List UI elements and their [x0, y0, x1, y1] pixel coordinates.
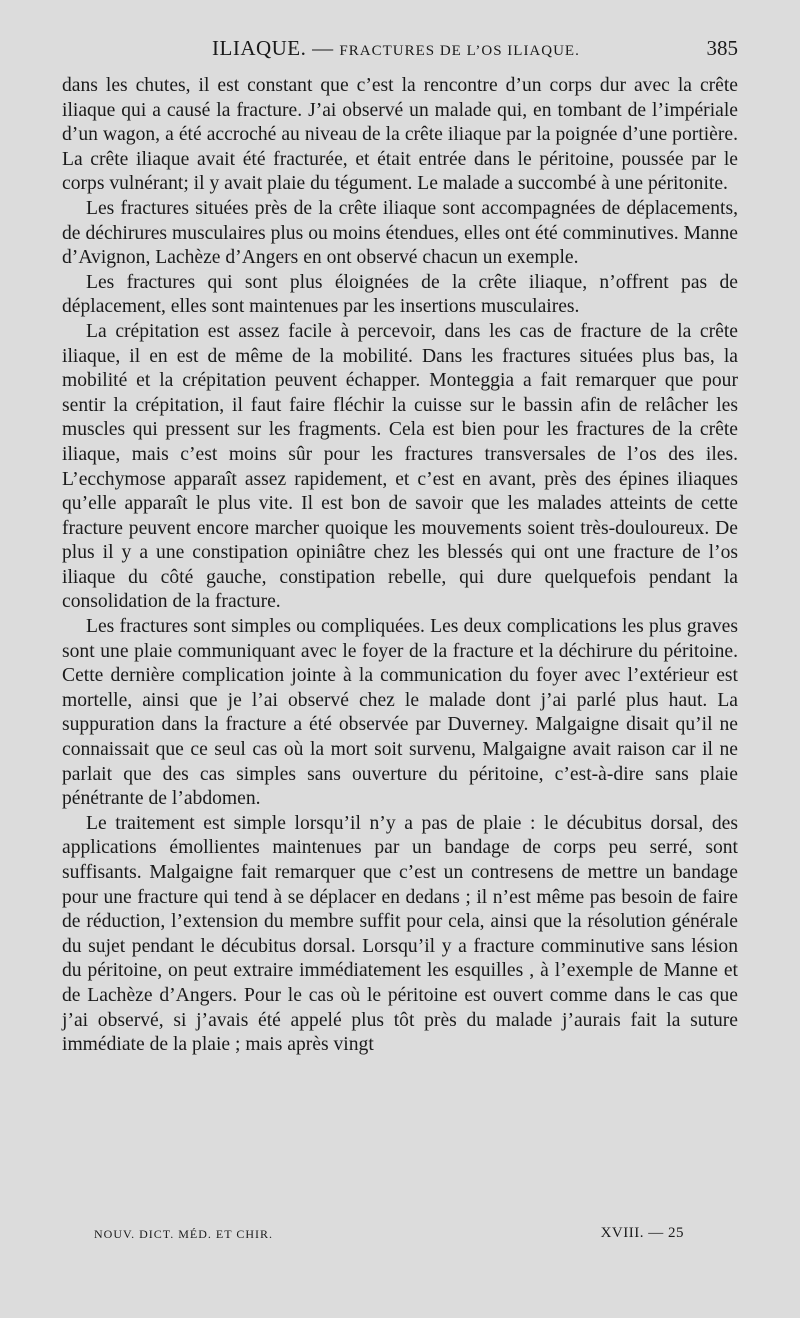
footer-signature: NOUV. DICT. MÉD. ET CHIR. — [94, 1227, 274, 1241]
paragraph: Les fractures situées près de la crête iliaque sont accompagnées de déplacements, de déchirures musculaires plus ou moins étendues, elles ont été comminutives. Manne d’Avignon, Lachèze d’Angers en ont observé chacun un exemple. — [62, 197, 738, 269]
text-body — [62, 74, 738, 1058]
running-header — [62, 36, 738, 66]
page-number: 385 — [706, 36, 738, 60]
paragraph: Le traitement est simple lorsqu’il n’y a pas de plaie : le décubitus dorsal, des applications émollientes maintenues par un bandage de corps peu serré, sont suffisants. Malgaigne fait remarquer que c’est un contresens de mettre un bandage pour une fracture qui tend à se déplacer en dedans ; il n’est même pas besoin de faire de réduction, l’extension du membre suffit pour cela, ainsi que la résolution générale du sujet pendant le décubitus dorsal. Lorsqu’il y a fracture comminutive sans lésion du péritoine, on peut extraire immédiatement les esquilles , à l’exemple de Manne et de Lachèze d’Angers. Pour le cas où le péritoine est ouvert comme dans le cas que j’ai observé, si j’avais été appelé plus tôt près du malade j’aurais fait la suture immédiate de la plaie ; mais après vingt — [62, 812, 738, 1056]
paragraph: Les fractures sont simples ou compliquées. Les deux complications les plus graves sont une plaie communiquant avec le foyer de la fracture et la déchirure du péritoine. Cette dernière complication jointe à la communication du foyer avec l’extérieur est mortelle, ainsi que je l’ai observé chez le malade dont j’ai parlé plus haut. La suppuration dans la fracture a été observée par Duverney. Malgaigne disait qu’il ne connaissait que ce seul cas où la mort soit survenu, Malgaigne avait raison car il ne parlait que des cas simples sans ouverture du péritoine, c’est-à-dire sans plaie pénétrante de l’abdomen. — [62, 616, 738, 810]
paragraph: dans les chutes, il est constant que c’est la rencontre d’un corps dur avec la crête iliaque qui a causé la fracture. J’ai observé un malade qui, en tombant de l’impériale d’un wagon, a été accroché au niveau de la crête iliaque par la poignée d’une portière. La crête iliaque avait été fracturée, et était entrée dans le péritoine, poussée par le corps vulnérant; il y avait plaie du tégument. Le malade a succombé à une péritonite. — [62, 75, 738, 195]
footer-volume-sheet: XVIII. — 25 — [600, 1225, 684, 1241]
page-footer — [94, 1225, 684, 1247]
paragraph: Les fractures qui sont plus éloignées de la crête iliaque, n’offrent pas de déplacement, elles sont maintenues par les insertions musculaires. — [62, 271, 738, 318]
header-subtitle: FRACTURES DE L’OS ILIAQUE. — [339, 43, 580, 59]
paragraph: La crépitation est assez facile à percevoir, dans les cas de fracture de la crête iliaque, il en est de même de la mobilité. Dans les fractures situées plus bas, la mobilité et la crépitation peuvent échapper. Monteggia a fait remarquer que pour sentir la crépitation, il faut faire fléchir la cuisse sur le bassin afin de relâcher les muscles qui pressent sur les fragments. Cela est bien pour les fractures de la crête iliaque, mais c’est moins sûr pour les fractures transversales de l’os des iles. L’ecchymose apparaît assez rapidement, et c’est en avant, près des épines iliaques qu’elle apparaît le plus vite. Il est bon de savoir que les malades atteints de cette fracture peuvent encore marcher quoique les mouvements soient très-douloureux. De plus il y a une constipation opiniâtre chez les blessés qui ont une fracture de l’os iliaque du côté gauche, constipation rebelle, qui dure quelquefois pendant la consolidation de la fracture. — [62, 320, 738, 613]
header-title: ILIAQUE. — — [212, 36, 334, 60]
header-title-group — [212, 36, 580, 61]
